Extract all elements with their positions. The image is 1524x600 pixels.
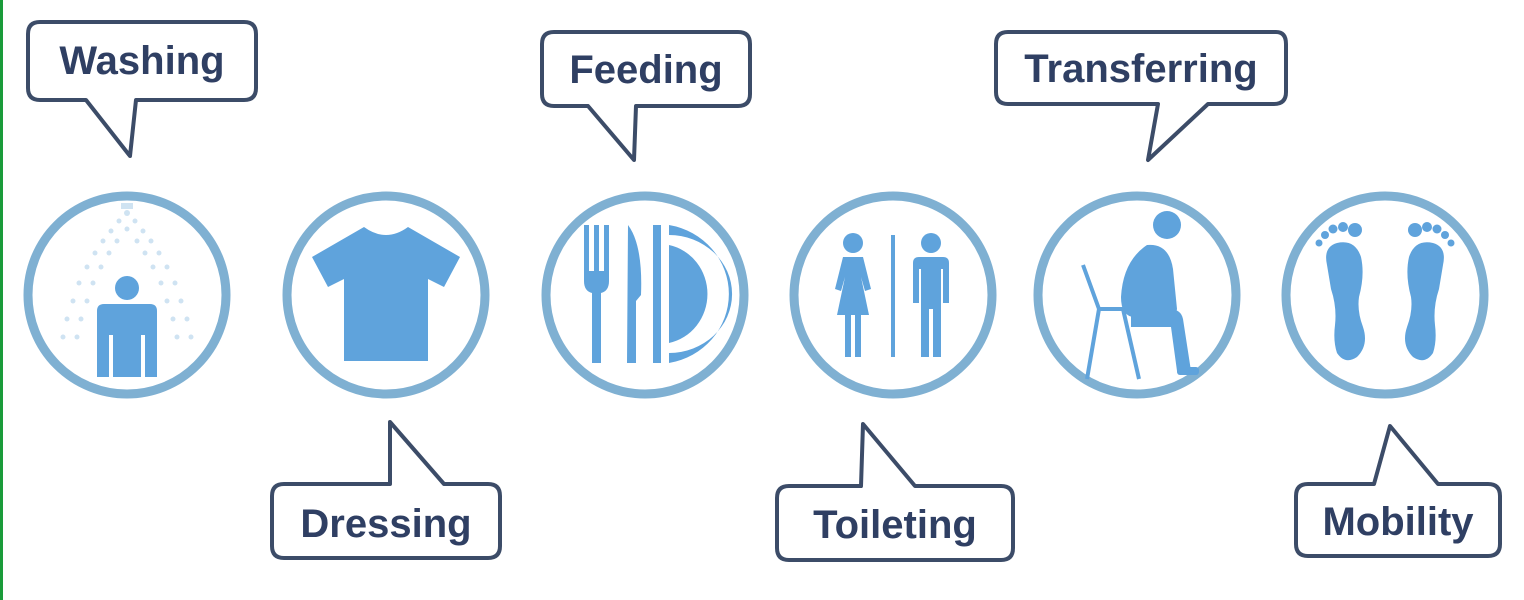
washing-circle [17, 185, 237, 405]
callout-dressing [264, 412, 564, 582]
callout-bubble-shape [1288, 412, 1524, 582]
callout-label-washing: Washing [59, 39, 225, 83]
seated-person-icon [1027, 185, 1247, 405]
callout-label-feeding: Feeding [569, 48, 723, 92]
transferring-circle [1027, 185, 1247, 405]
callout-toileting [769, 412, 1069, 582]
callout-label-transferring: Transferring [1024, 47, 1258, 91]
left-edge-border [0, 0, 3, 600]
callout-washing [20, 14, 320, 184]
tshirt-icon [276, 185, 496, 405]
feeding-circle [535, 185, 755, 405]
shower-person-icon [17, 185, 237, 405]
callout-bubble-shape [769, 412, 1069, 582]
dressing-circle [276, 185, 496, 405]
callout-label-toileting: Toileting [813, 503, 977, 547]
callout-transferring [988, 24, 1288, 194]
fork-knife-plate-icon [535, 185, 755, 405]
callout-mobility [1288, 412, 1524, 582]
callout-bubble-shape [264, 412, 564, 582]
toileting-circle [783, 185, 1003, 405]
footprints-icon [1275, 185, 1495, 405]
callout-label-dressing: Dressing [300, 502, 472, 546]
restroom-icon [783, 185, 1003, 405]
mobility-circle [1275, 185, 1495, 405]
callout-label-mobility: Mobility [1322, 500, 1474, 544]
callout-feeding [534, 24, 834, 194]
